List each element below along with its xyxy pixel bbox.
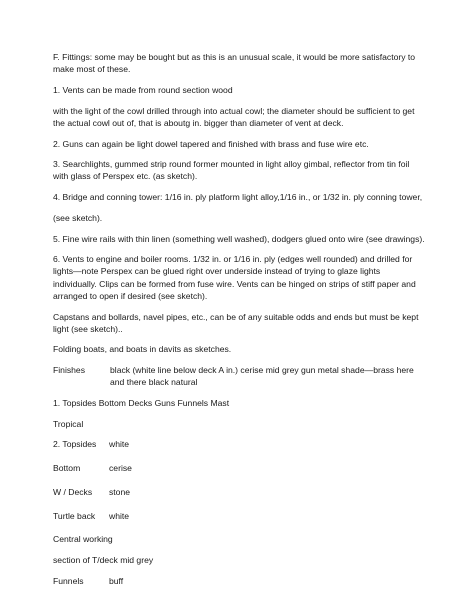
paragraph-boats: Folding boats, and boats in davits as sketches. xyxy=(53,344,232,355)
paragraph-engine-vents: 6. Vents to engine and boiler rooms. 1/32 in. or 1/16 in. ply (edges well rounded) and drilled for lights—note Perspex can be glued right over underside instead of trying to glaze lights individually. Clips can be formed from fuse wire. Vents can be hinged on strips of stiff paper and arranged to open if desired (see sketch). xyxy=(53,254,416,301)
row-value: white xyxy=(109,510,130,521)
row-key: 2. Topsides xyxy=(53,439,97,450)
paragraph-bridge: 4. Bridge and conning tower: 1/16 in. ply platform light alloy,1/16 in., or 1/32 in. ply conning tower, xyxy=(53,192,423,203)
finishes-text: black (white line below deck A in.) cerise mid grey gun metal shade—brass here and there black natural xyxy=(110,365,414,388)
paragraph-searchlights: 3. Searchlights, gummed strip round former mounted in light alloy gimbal, reflector from tin foil with glass of Perspex etc. (as sketch). xyxy=(53,159,410,182)
row-value: white xyxy=(109,439,130,450)
table-row xyxy=(53,438,425,450)
central-working-line: Central working xyxy=(53,534,113,545)
document-page xyxy=(53,51,425,598)
columns-heading: 1. Topsides Bottom Decks Guns Funnels Mast xyxy=(53,398,230,409)
paragraph-capstans: Capstans and bollards, navel pipes, etc., can be of any suitable odds and ends but must be kept light (see sketch).. xyxy=(53,311,419,334)
table-row xyxy=(53,486,425,498)
row-value: cerise xyxy=(109,463,132,474)
finishes-row xyxy=(53,364,425,388)
tropical-heading: Tropical xyxy=(53,418,84,429)
paragraph-fittings: F. Fittings: some may be bought but as this is an unusual scale, it would be more satisfactory to make most of these. xyxy=(53,52,416,75)
row-key: W / Decks xyxy=(53,486,93,497)
central-section-line: section of T/deck mid grey xyxy=(53,554,154,565)
table-row xyxy=(53,510,425,522)
funnels-row xyxy=(53,575,425,587)
row-key: Turtle back xyxy=(53,510,96,521)
row-value: stone xyxy=(109,486,131,497)
paragraph-cowl: with the light of the cowl drilled through into actual cowl; the diameter should be sufficient to get the actual cowl out of, that is aboutg in. bigger than diameter of vent at deck. xyxy=(53,105,415,128)
paragraph-see-sketch: (see sketch). xyxy=(53,212,103,223)
finishes-label: Finishes xyxy=(53,365,85,376)
table-row xyxy=(53,462,425,474)
paragraph-wire-rails: 5. Fine wire rails with thin linen (something well washed), dodgers glued onto wire (see drawings). xyxy=(53,233,425,244)
funnels-value: buff xyxy=(109,575,124,586)
paragraph-guns: 2. Guns can again be light dowel tapered and finished with brass and fuse wire etc. xyxy=(53,138,369,149)
paragraph-vents: 1. Vents can be made from round section wood xyxy=(53,84,233,95)
funnels-key: Funnels xyxy=(53,575,84,586)
row-key: Bottom xyxy=(53,463,81,474)
